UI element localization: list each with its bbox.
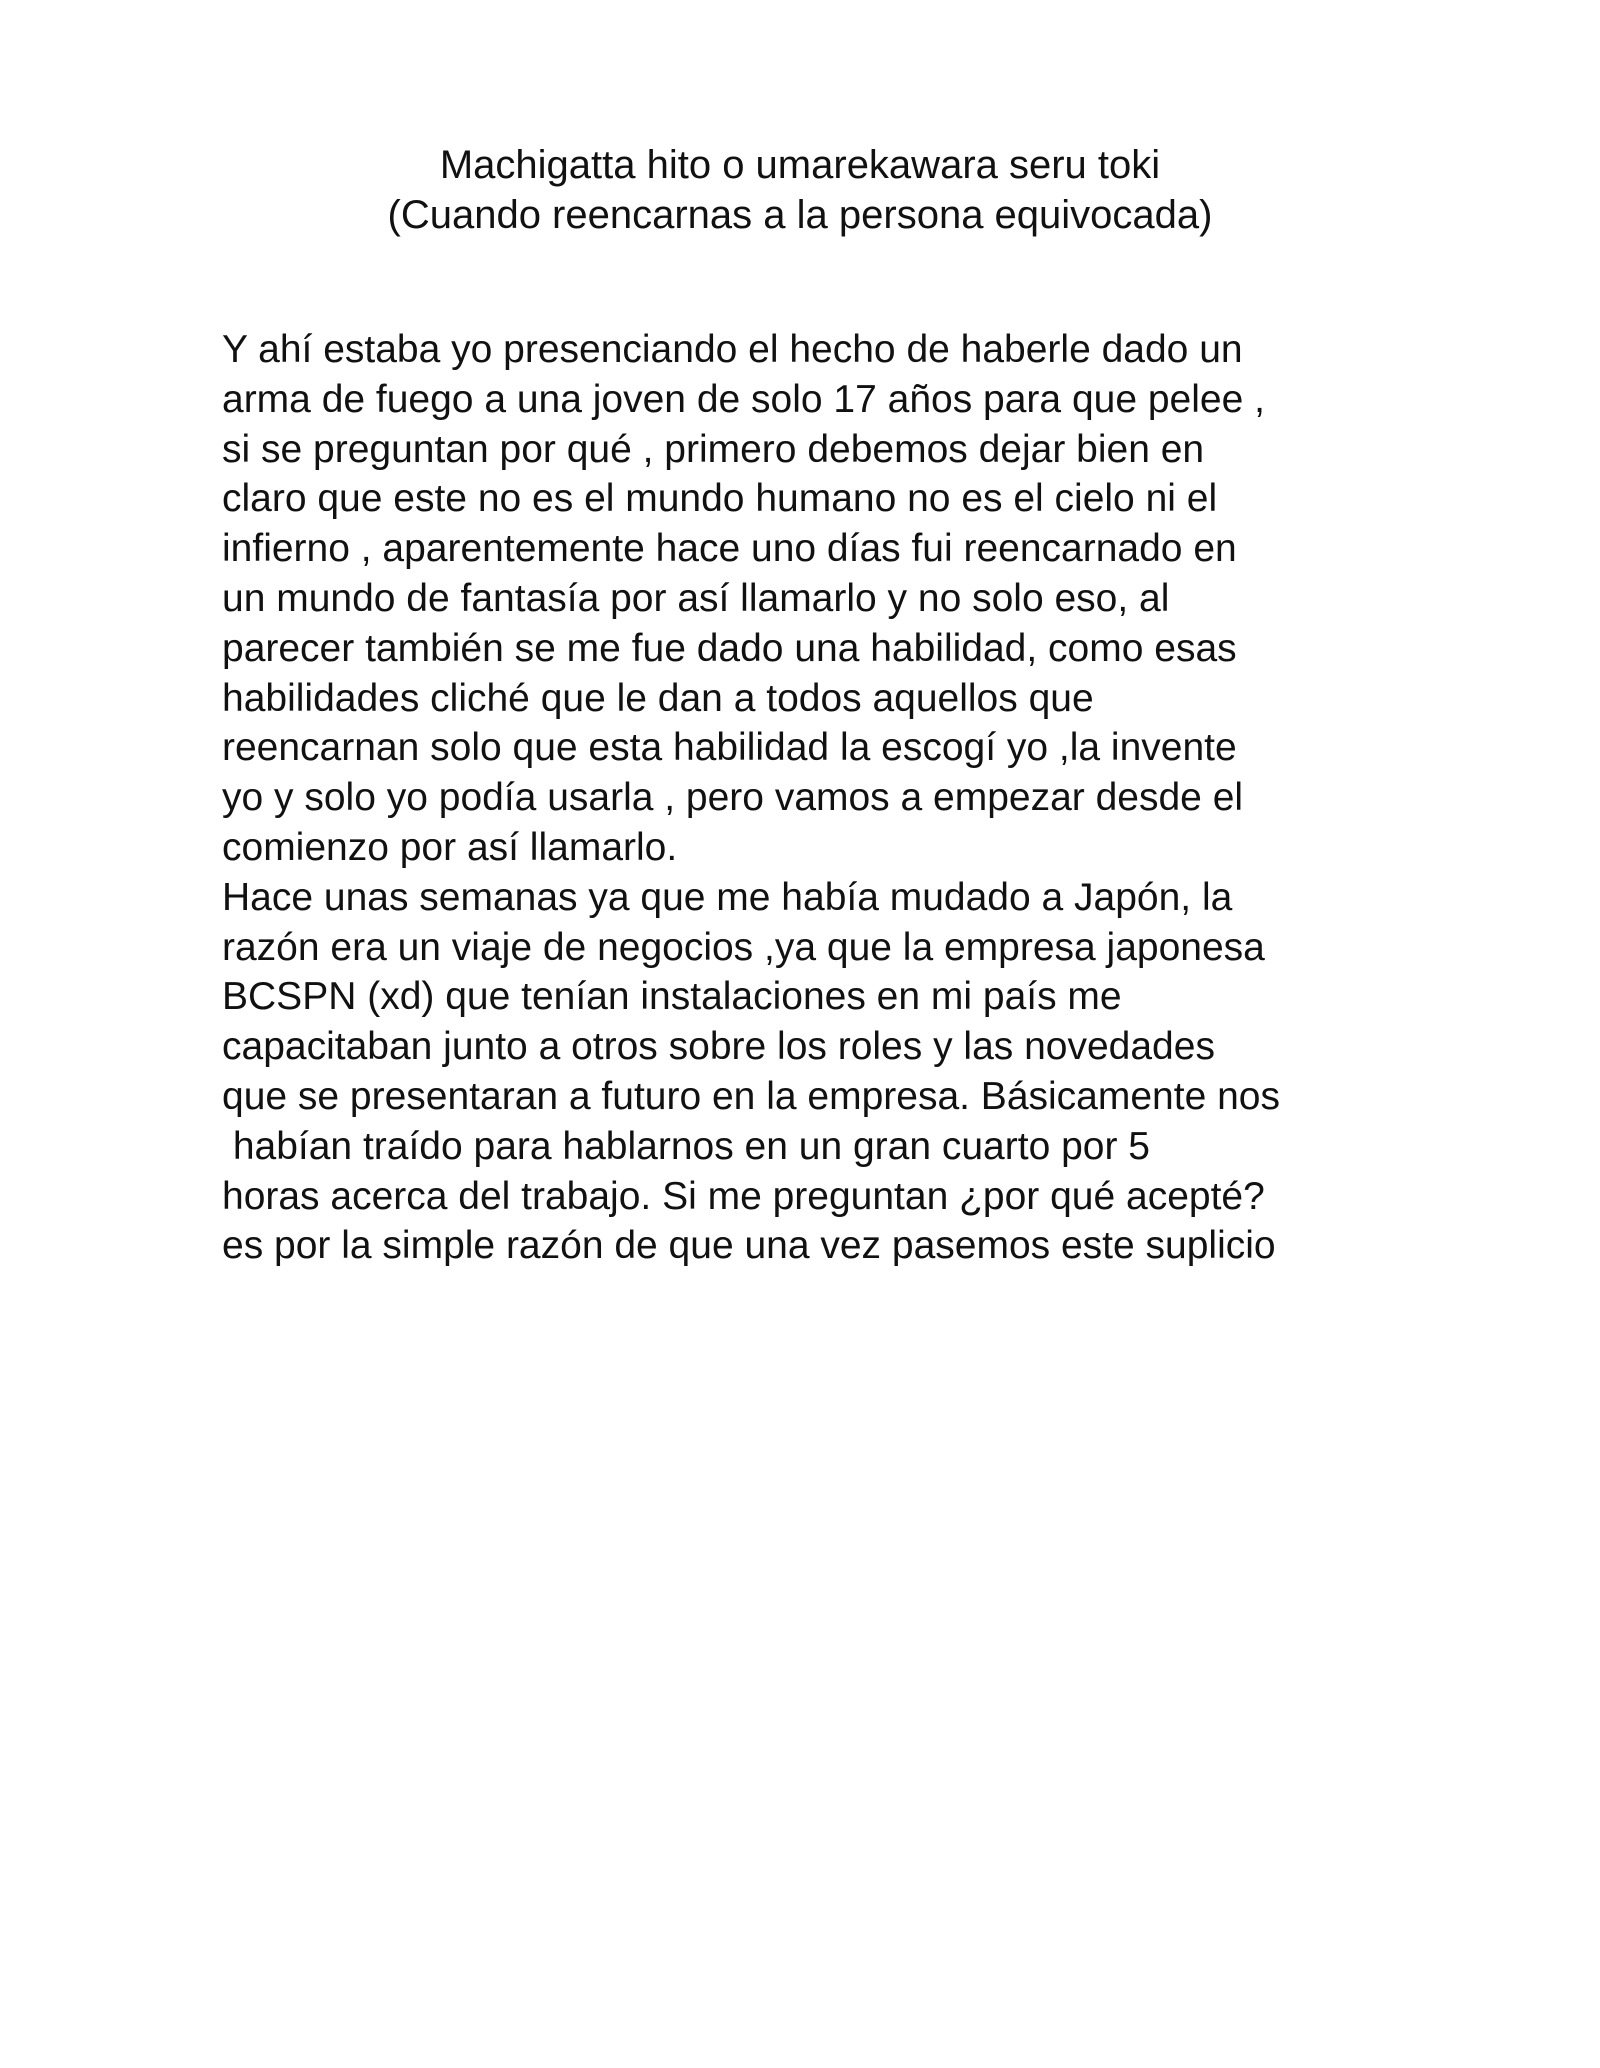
text-line: habilidades cliché que le dan a todos aquellos que [222,676,1094,720]
text-line: Y ahí estaba yo presenciando el hecho de haberle dado un [222,328,1243,371]
text-line: infierno , aparentemente hace uno días fui reencarnado en [222,527,1237,571]
document-title: Machigatta hito o umarekawara seru toki [439,143,1161,187]
text-line: un mundo de fantasía por así llamarlo y no solo eso, al [222,576,1170,620]
text-line: si se preguntan por qué , primero debemos dejar bien en [222,427,1205,471]
title-block [0,140,1600,240]
text-line: razón era un viaje de negocios ,ya que la empresa japonesa [222,925,1265,969]
text-line: habían traído para hablarnos en un gran cuarto por 5 [222,1124,1150,1168]
text-line: arma de fuego a una joven de solo 17 años para que pelee , [222,377,1265,421]
text-line: yo y solo yo podía usarla , pero vamos a empezar desde el [222,776,1244,820]
text-line: es por la simple razón de que una vez pasemos este suplicio [222,1224,1276,1268]
text-line: que se presentaran a futuro en la empresa. Básicamente nos [222,1074,1280,1118]
text-line: parecer también se me fue dado una habilidad, como esas [222,626,1237,670]
text-line: BCSPN (xd) que tenían instalaciones en mi país me [222,975,1122,1019]
text-line: reencarnan solo que esta habilidad la escogí yo ,la invente [222,726,1237,770]
text-line: capacitaban junto a otros sobre los roles y las novedades [222,1025,1215,1069]
document-subtitle: (Cuando reencarnas a la persona equivocada) [387,193,1213,237]
text-line: comienzo por así llamarlo. [222,825,678,869]
text-line: claro que este no es el mundo humano no es el cielo ni el [222,477,1218,521]
text-line: horas acerca del trabajo. Si me preguntan ¿por qué acepté? [222,1174,1265,1218]
text-line: Hace unas semanas ya que me había mudado a Japón, la [222,875,1233,919]
body-text [222,325,1522,1271]
